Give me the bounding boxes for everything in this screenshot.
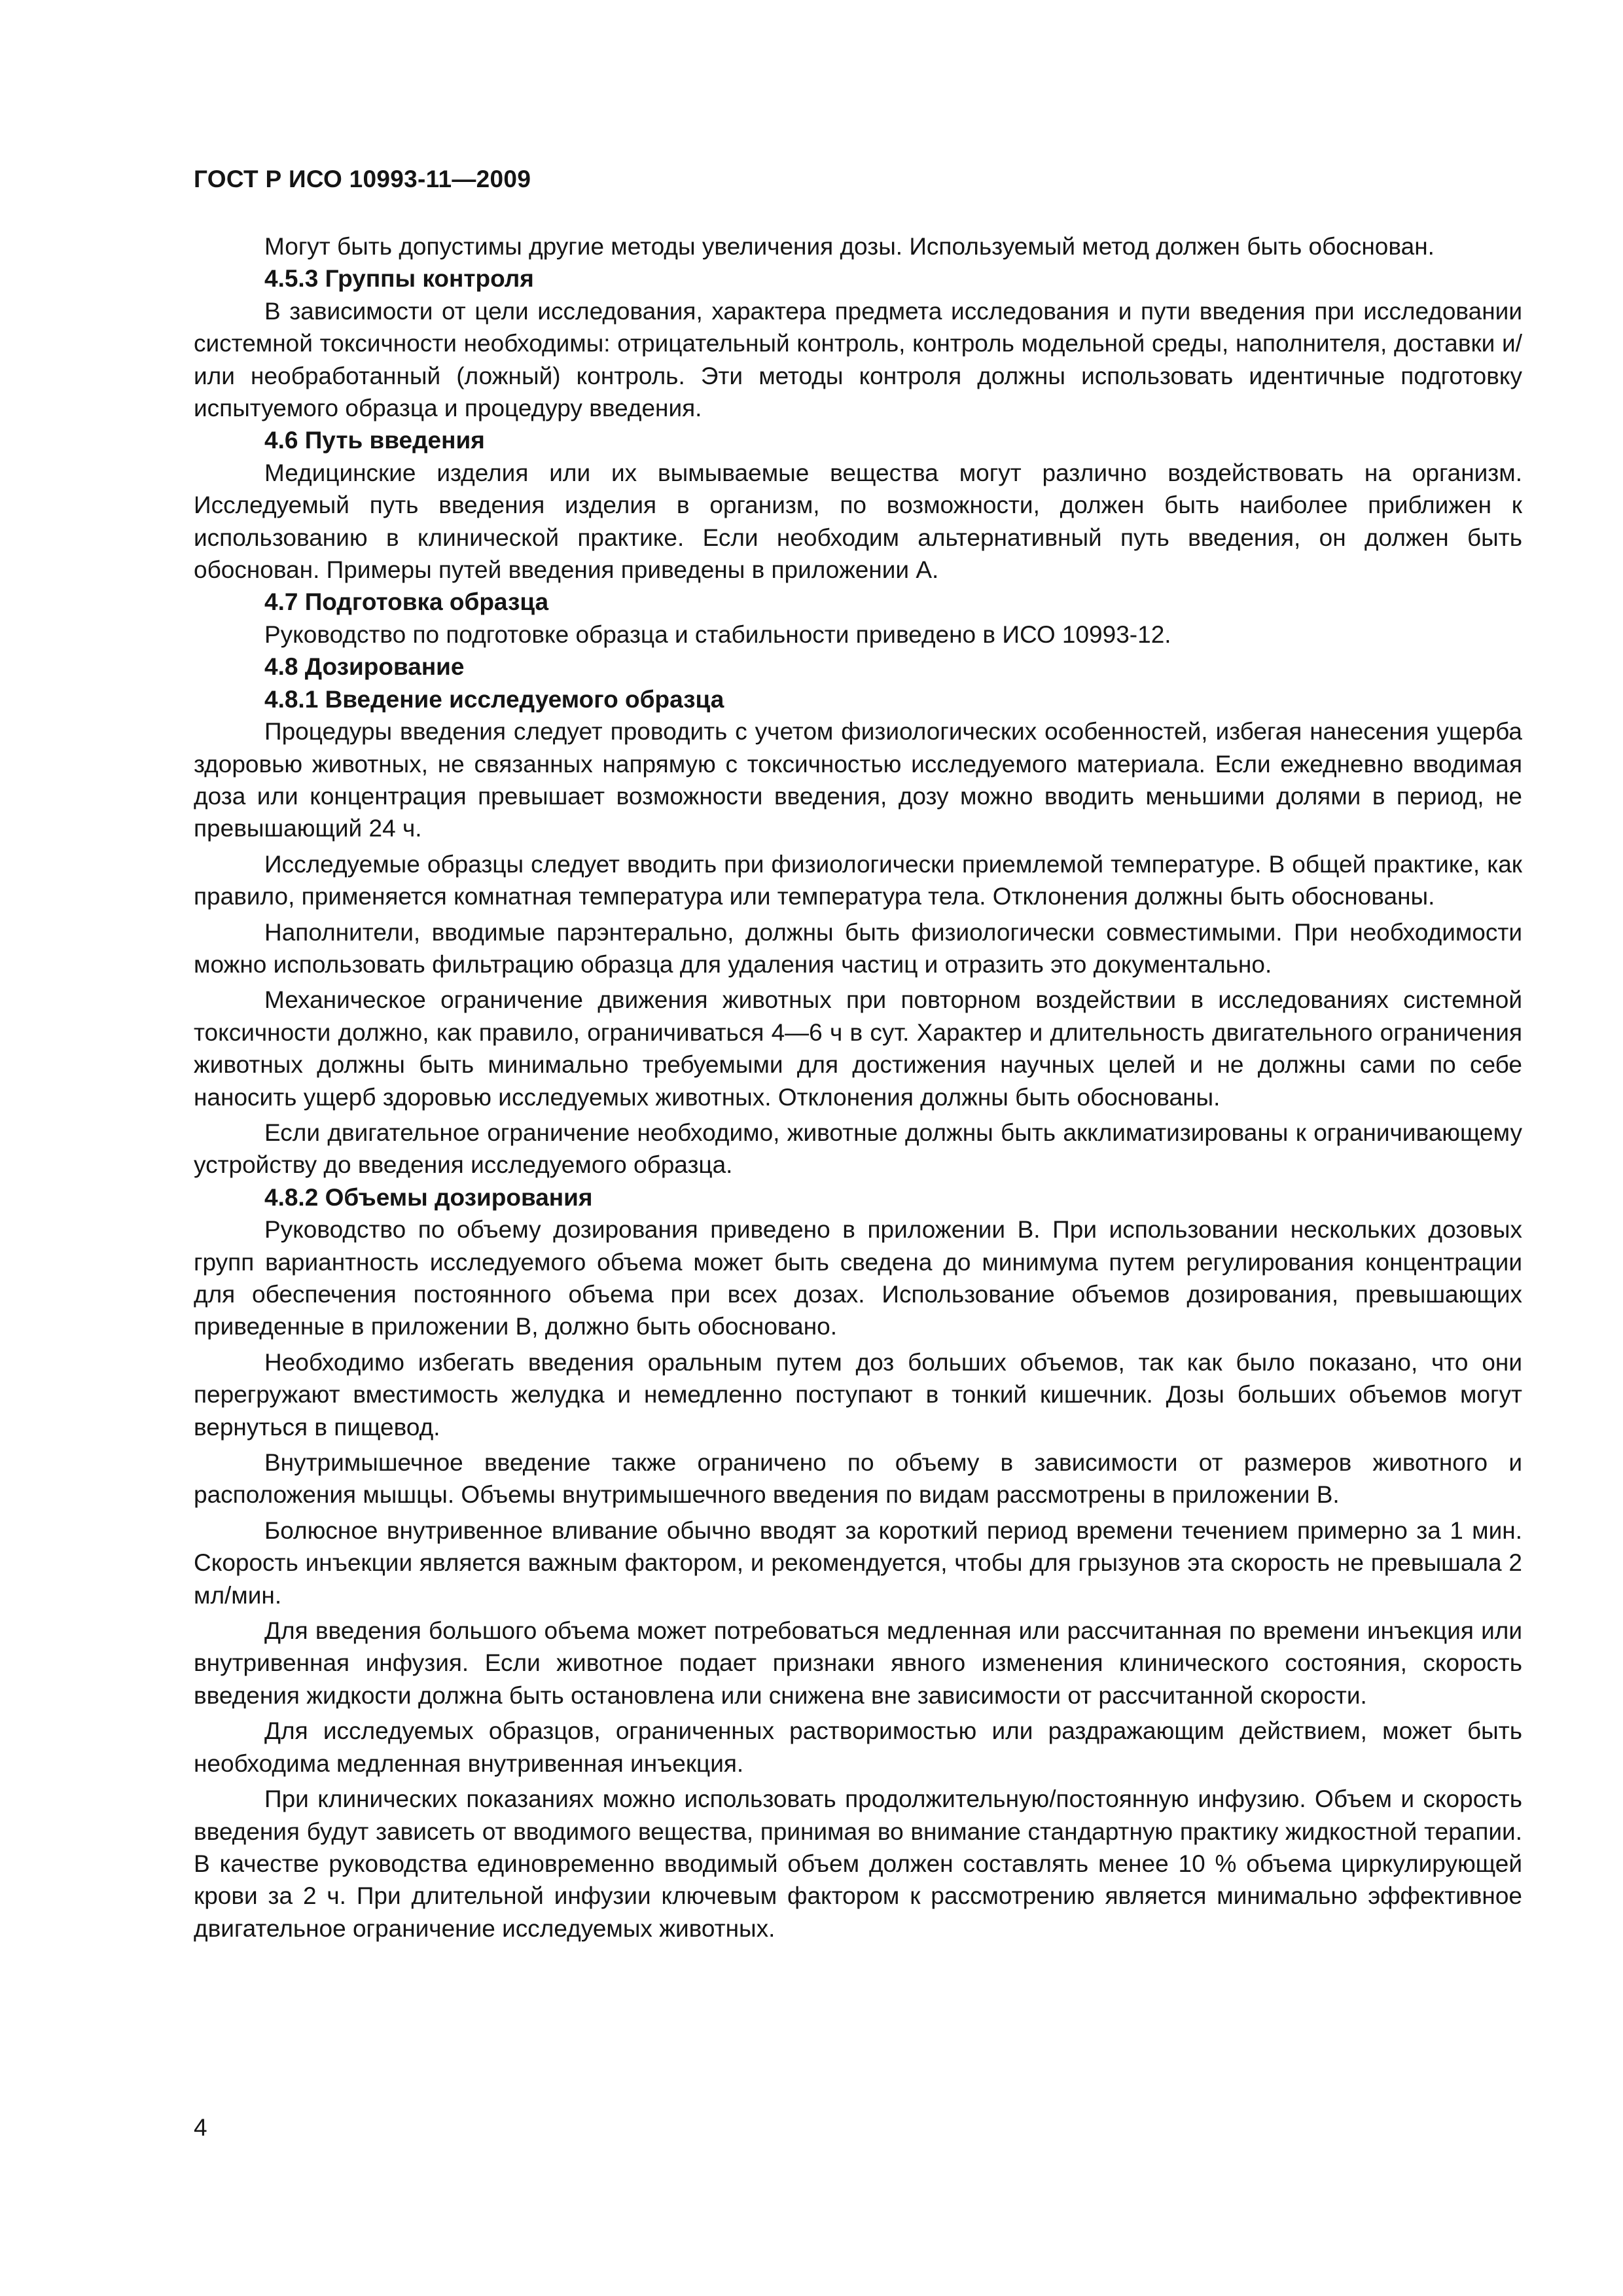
section-heading: 4.7 Подготовка образца bbox=[264, 588, 549, 616]
paragraph: Руководство по объему дозирования приведено в приложении В. При использовании нескольких дозовых групп вариантность исследуемого объема может быть сведена до минимума путем регулирования концентрации для обеспечения постоянного объема при всех дозах. Использование объемов дозирования, превышающих приведенные в приложении В, должно быть обосновано. bbox=[194, 1216, 1522, 1340]
paragraph: Медицинские изделия или их вымываемые вещества могут различно воздействовать на организм. Исследуемый путь введения изделия в организм, по возможности, должен быть наиболее приближен к использованию в клинической практике. Если необходим альтернативный путь введения, он должен быть обоснован. Примеры путей введения приведены в приложении А. bbox=[194, 459, 1522, 584]
document-body bbox=[194, 230, 1522, 1945]
paragraph: Механическое ограничение движения животных при повторном воздействии в исследованиях системной токсичности должно, как правило, ограничиваться 4—6 ч в сут. Характер и длительность двигательного ограничения животных должны быть минимально требуемыми для достижения научных целей и не должны сами по себе наносить ущерб здоровью исследуемых животных. Отклонения должны быть обоснованы. bbox=[194, 986, 1522, 1111]
subsection-heading: 4.8.2 Объемы дозирования bbox=[264, 1183, 593, 1211]
paragraph: При клинических показаниях можно использовать продолжительную/постоянную инфузию. Объем и скорость введения будут зависеть от вводимого вещества, принимая во внимание стандартную практику жидкостной терапии. В качестве руководства единовременно вводимый объем должен составлять менее 10 % объема циркулирующей крови за 2 ч. При длительной инфузии ключевым фактором к рассмотрению является минимально эффективное двигательное ограничение исследуемых животных. bbox=[194, 1785, 1522, 1942]
paragraph: Руководство по подготовке образца и стабильности приведено в ИСО 10993-12. bbox=[264, 620, 1171, 648]
section-heading: 4.8 Дозирование bbox=[264, 653, 465, 681]
section-heading: 4.6 Путь введения bbox=[264, 427, 485, 454]
subsection-heading: 4.8.1 Введение исследуемого образца bbox=[264, 685, 724, 713]
section-heading: 4.5.3 Группы контроля bbox=[264, 265, 534, 293]
paragraph: Болюсное внутривенное вливание обычно вводят за короткий период времени течением примерно за 1 мин. Скорость инъекции является важным фактором, и рекомендуется, чтобы для грызунов эта скорость не превышала 2 мл/мин. bbox=[194, 1516, 1522, 1609]
paragraph: Если двигательное ограничение необходимо, животные должны быть акклиматизированы к ограничивающему устройству до введения исследуемого образца. bbox=[194, 1119, 1522, 1179]
paragraph: Для исследуемых образцов, ограниченных растворимостью или раздражающим действием, может быть необходима медленная внутривенная инъекция. bbox=[194, 1717, 1522, 1777]
paragraph: Исследуемые образцы следует вводить при физиологически приемлемой температуре. В общей практике, как правило, применяется комнатная температура или температура тела. Отклонения должны быть обоснованы. bbox=[194, 850, 1522, 910]
page-number: 4 bbox=[194, 2114, 207, 2141]
paragraph: В зависимости от цели исследования, характера предмета исследования и пути введения при исследовании системной токсичности необходимы: отрицательный контроль, контроль модельной среды, наполнителя, доставки и/или необработанный (ложный) контроль. Эти методы контроля должны использовать идентичные подготовку испытуемого образца и процедуру введения. bbox=[194, 297, 1522, 422]
paragraph: Процедуры введения следует проводить с учетом физиологических особенностей, избегая нанесения ущерба здоровью животных, не связанных напрямую с токсичностью исследуемого материала. Если ежедневно вводимая доза или концентрация превышает возможности введения, дозу можно вводить меньшими долями в период, не превышающий 24 ч. bbox=[194, 718, 1522, 842]
paragraph: Могут быть допустимы другие методы увеличения дозы. Используемый метод должен быть обоснован. bbox=[264, 233, 1435, 260]
paragraph: Для введения большого объема может потребоваться медленная или рассчитанная по времени инъекция или внутривенная инфузия. Если животное подает признаки явного изменения клинического состояния, скорость введения жидкости должна быть остановлена или снижена вне зависимости от рассчитанной скорости. bbox=[194, 1617, 1522, 1709]
paragraph: Внутримышечное введение также ограничено по объему в зависимости от размеров животного и расположения мышцы. Объемы внутримышечного введения по видам рассмотрены в приложении В. bbox=[194, 1449, 1522, 1509]
paragraph: Наполнители, вводимые парэнтерально, должны быть физиологически совместимыми. При необходимости можно использовать фильтрацию образца для удаления частиц и отразить это документально. bbox=[194, 918, 1522, 978]
paragraph: Необходимо избегать введения оральным путем доз больших объемов, так как было показано, что они перегружают вместимость желудка и немедленно поступают в тонкий кишечник. Дозы больших объемов могут вернуться в пищевод. bbox=[194, 1348, 1522, 1441]
document-header: ГОСТ Р ИСО 10993-11—2009 bbox=[194, 166, 531, 192]
